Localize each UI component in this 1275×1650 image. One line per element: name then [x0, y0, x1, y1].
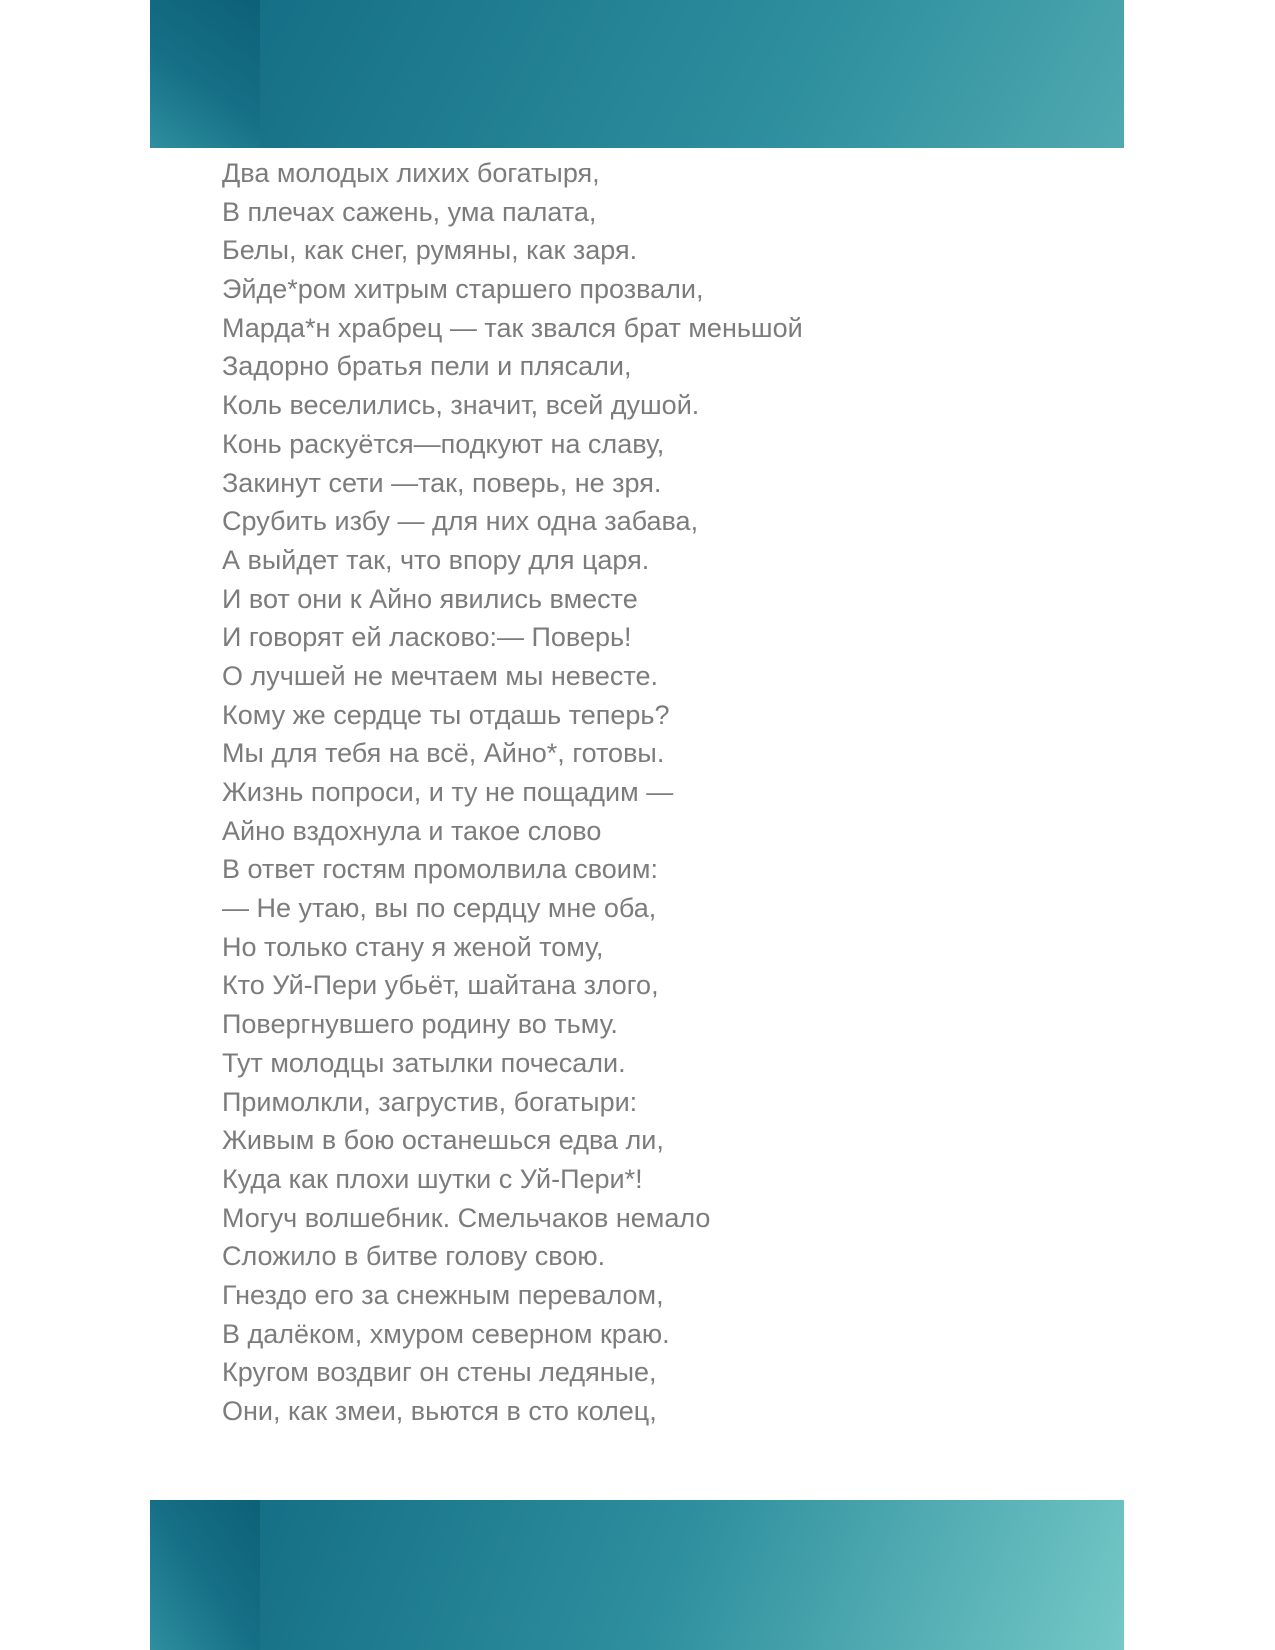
poem-line: Белы, как снег, румяны, как заря. — [222, 235, 638, 266]
poem-line: Сложило в битве голову свою. — [222, 1241, 606, 1272]
poem-line: И вот они к Айно явились вместе — [222, 583, 638, 614]
poem-line: Коль веселились, значит, всей душой. — [222, 390, 700, 421]
poem-line: А выйдет так, что впору для царя. — [222, 544, 650, 575]
poem-line: Мы для тебя на всё, Айно*, готовы. — [222, 738, 665, 769]
poem-line: Тут молодцы затылки почесали. — [222, 1047, 626, 1078]
poem-line: Эйде*ром хитрым старшего прозвали, — [222, 274, 704, 305]
header-band-right-slice — [260, 0, 1124, 148]
poem-line: Гнездо его за снежным перевалом, — [222, 1279, 664, 1310]
poem-line: О лучшей не мечтаем мы невесте. — [222, 660, 658, 691]
poem-line: Могуч волшебник. Смельчаков немало — [222, 1202, 711, 1233]
poem-line: Живым в бою останешься едва ли, — [222, 1125, 664, 1156]
poem-line: Конь раскуётся—подкуют на славу, — [222, 428, 665, 459]
poem-line: Примолкли, загрустив, богатыри: — [222, 1086, 638, 1117]
poem-line: Задорно братья пели и плясали, — [222, 351, 632, 382]
poem-line: Но только стану я женой тому, — [222, 931, 604, 962]
poem-line: Айно вздохнула и такое слово — [222, 815, 602, 846]
poem-line: И говорят ей ласково:— Поверь! — [222, 622, 632, 653]
poem-line: В ответ гостям промолвила своим: — [222, 854, 658, 885]
poem-line: Кругом воздвиг он стены ледяные, — [222, 1357, 657, 1388]
footer-band-right-slice — [260, 1500, 1124, 1650]
poem-line: Два молодых лихих богатыря, — [222, 158, 600, 188]
header-band-left-slice — [150, 0, 260, 148]
poem-line: Срубить избу — для них одна забава, — [222, 506, 699, 537]
poem-line: Кто Уй-Пери убьёт, шайтана злого, — [222, 970, 659, 1001]
footer-decoration-band — [150, 1500, 1124, 1650]
poem-line: — Не утаю, вы по сердцу мне оба, — [222, 893, 657, 924]
header-decoration-band — [150, 0, 1124, 148]
poem-line: В плечах сажень, ума палата, — [222, 196, 597, 227]
poem-text-block — [222, 148, 803, 1431]
poem-line: Они, как змеи, вьются в сто колец, — [222, 1396, 657, 1426]
poem-line: Закинут сети —так, поверь, не зря. — [222, 467, 662, 498]
poem-line: В далёком, хмуром северном краю. — [222, 1318, 670, 1349]
poem-line: Марда*н храбрец — так звался брат меньшой — [222, 312, 803, 343]
poem-line: Куда как плохи шутки с Уй-Пери*! — [222, 1163, 643, 1194]
poem-line: Кому же сердце ты отдашь теперь? — [222, 699, 670, 730]
footer-band-left-slice — [150, 1500, 260, 1650]
poem-line: Жизнь попроси, и ту не пощадим — — [222, 777, 674, 807]
poem-line: Повергнувшего родину во тьму. — [222, 1009, 618, 1040]
